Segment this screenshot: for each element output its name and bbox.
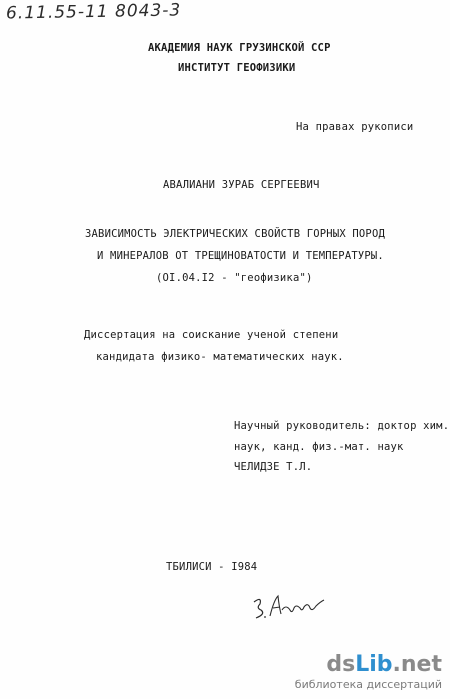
institution-line-2: ИНСТИТУТ ГЕОФИЗИКИ — [178, 62, 296, 74]
supervisor-line-2: наук, канд. физ.-мат. наук — [234, 441, 404, 453]
institution-line-1: АКАДЕМИЯ НАУК ГРУЗИНСКОЙ ССР — [148, 42, 331, 54]
place-year: ТБИЛИСИ - I984 — [166, 561, 258, 573]
author-name: АВАЛИАНИ ЗУРАБ СЕРГЕЕВИЧ — [163, 179, 320, 191]
title-line-2: И МИНЕРАЛОВ ОТ ТРЕЩИНОВАТОСТИ И ТЕМПЕРАТУРЫ. — [97, 250, 384, 262]
dslib-logo: dsLib.net — [326, 652, 442, 677]
supervisor-line-1: Научный руководитель: доктор хим. — [234, 420, 450, 432]
dslib-subtitle: библиотека диссертаций — [294, 678, 442, 691]
handwritten-signature — [248, 588, 328, 624]
supervisor-line-3: ЧЕЛИДЗЕ Т.Л. — [234, 461, 313, 473]
degree-line-1: Диссертация на соискание ученой степени — [84, 329, 339, 341]
title-line-3: (OI.04.I2 - "геофизика") — [156, 272, 313, 284]
title-line-1: ЗАВИСИМОСТЬ ЭЛЕКТРИЧЕСКИХ СВОЙСТВ ГОРНЫХ ПОРОД — [85, 228, 385, 240]
rights-note: На правах рукописи — [296, 121, 414, 133]
degree-line-2: кандидата физико- математических наук. — [96, 351, 344, 363]
dslib-watermark — [295, 654, 442, 691]
archive-code: 6.11.55-11 8043-3 — [5, 0, 182, 24]
